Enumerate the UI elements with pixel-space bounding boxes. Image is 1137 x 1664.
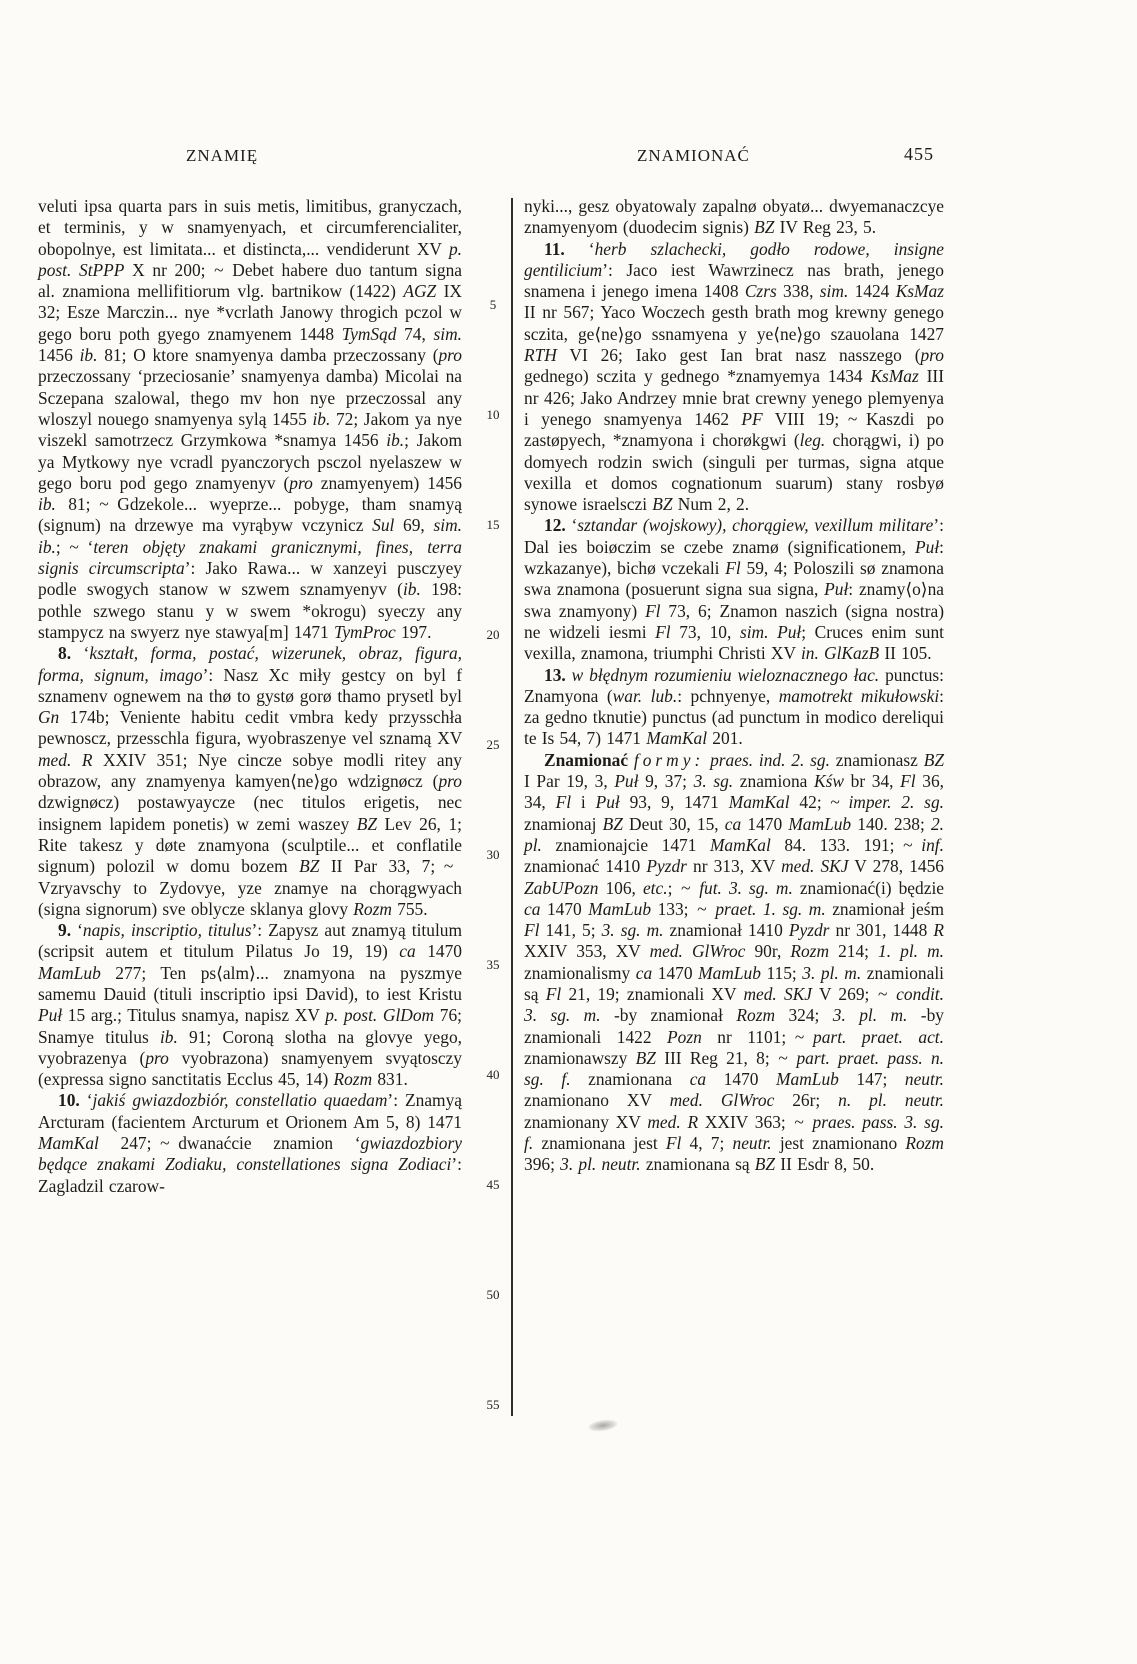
text-run: 174b; Veniente habitu cedit vmbra kedy przysschła pewnoscz, przesschla figura, wyobraszenye vel sznamą XV <box>38 707 462 749</box>
text-run: znamionaj <box>524 813 603 834</box>
gutter-line-number: 55 <box>486 1397 500 1412</box>
text-run: znamionano XV <box>524 1090 670 1111</box>
text-run: AGZ <box>403 281 437 302</box>
text-run: RTH <box>524 345 557 366</box>
text-run: ‘ <box>565 515 578 536</box>
text-run: in. GlKazB <box>800 643 880 664</box>
text-run: neutr. <box>904 1069 945 1090</box>
text-run: Fl <box>665 1133 682 1154</box>
text-run: 396; <box>524 1154 561 1175</box>
text-run: 12. <box>544 515 566 536</box>
column-right <box>524 196 944 1176</box>
text-run: 73, 10, <box>670 621 740 642</box>
text-run: Rozm <box>790 941 830 962</box>
text-run: sim. Puł <box>739 621 802 642</box>
text-run: 15 arg.; Titulus snamya, napisz XV <box>62 1005 326 1026</box>
text-run: MamLub <box>698 962 761 983</box>
text-run: MamLub <box>776 1069 839 1090</box>
text-run: ib. <box>79 345 98 366</box>
paragraph <box>38 643 462 920</box>
text-run: -by znamionał <box>600 1005 737 1026</box>
text-run: 3. pl. m. <box>802 962 862 983</box>
text-run: 93, 9, 1471 <box>619 792 729 813</box>
text-run: TymSąd <box>341 323 397 344</box>
text-run: znamionać(i) będzie <box>792 877 944 898</box>
text-run: BZ <box>923 749 944 770</box>
text-run: KsMaz <box>895 281 945 302</box>
text-run: znamionał 1410 <box>663 920 789 941</box>
text-run: ‘ <box>79 1090 93 1111</box>
text-run: 72; Jakom ya nye viszekl samotrzecz Grzymkowa *snamya 1456 <box>38 408 462 451</box>
text-run: ib. <box>159 1026 178 1047</box>
text-run: praes. pass. 3. sg. f. <box>524 1111 944 1154</box>
text-run: 2. pl. <box>524 813 944 855</box>
gutter-line-number: 35 <box>486 957 500 972</box>
text-run: II 105. <box>879 643 932 664</box>
gutter-line-number: 5 <box>489 297 497 312</box>
text-run: 73, 6; Znamon naszich (signa nostra) ne widzeli iesmi <box>524 600 945 642</box>
text-run: Znamionać <box>544 749 634 770</box>
text-run: mamotrekt mikułowski <box>778 685 940 706</box>
text-run: Puł <box>38 1005 63 1026</box>
text-run: znamionalismy <box>524 962 636 983</box>
text-run: 13. <box>544 664 566 685</box>
page-number: 455 <box>904 144 934 164</box>
text-run: Czrs <box>744 281 777 302</box>
text-run: p. post. GlDom <box>325 1005 435 1026</box>
text-run: II nr 567; Yaco Woczech gesth brath mog krewny genego sczita, ge⟨ne⟩go ssnamyena y ye⟨ne⟩go szauolana 1427 <box>524 302 944 344</box>
text-run: przeczossany ‘przeciosanie’ snamyenya damba) Micolai na Sczepana szalowal, thego mv hon nye przeczossal any wloszyl nouego snamyenya sylą 1455 <box>38 366 462 429</box>
text-run: MamLub <box>588 898 652 919</box>
text-run: III Reg 21, 8; ~ <box>655 1047 797 1068</box>
text-run: 115; <box>760 962 803 983</box>
text-run: imper. 2. sg. <box>848 792 944 813</box>
text-run: neutr. <box>732 1133 772 1154</box>
text-run: Fl <box>900 771 916 792</box>
text-run: ; Jakom ya Mytkowy nye vcradl pyanczorych psczol nyelaszew w gego boru pod gego znamyenyv ( <box>38 430 462 493</box>
text-run: 1456 <box>38 345 80 366</box>
text-run: 214; <box>829 941 879 962</box>
column-divider <box>511 198 513 1416</box>
text-run: 1470 <box>652 962 699 983</box>
text-run: 8. <box>58 643 72 664</box>
scan-smudge <box>587 1418 618 1433</box>
text-run: Deut 30, 15, <box>622 813 725 834</box>
text-run: 201. <box>707 728 743 749</box>
text-run: Fl <box>545 983 562 1004</box>
text-run: IV Reg 23, 5. <box>774 217 877 238</box>
paragraph <box>38 920 462 1090</box>
text-run: pro <box>438 771 462 792</box>
text-run: VI 26; Iako gest Ian brat nasz nasszego ( <box>556 345 921 366</box>
text-run: III nr 426; Jako Andrzey mnie brat crewny yenego plemyenya i yenego snamyenya 1462 <box>524 366 944 429</box>
text-run: Sul <box>372 515 395 536</box>
paragraph <box>524 196 944 239</box>
text-run: ; Cruces enim sunt vexilla, znamona, triumphi Christi XV <box>524 621 944 664</box>
text-run: 3. sg. <box>693 771 734 792</box>
text-run: Rozm <box>736 1005 776 1026</box>
text-run: znamionasz <box>829 749 924 770</box>
text-run: Puł <box>824 579 849 600</box>
text-run: TymProc <box>333 621 396 642</box>
text-run: 74, <box>396 323 434 344</box>
text-run: 26r; <box>774 1090 839 1111</box>
gutter-line-number: 20 <box>486 627 500 642</box>
text-run: II Esdr 8, 50. <box>775 1154 875 1175</box>
text-run: ca <box>635 962 653 983</box>
text-run: Pozn <box>667 1026 702 1047</box>
text-run: ; ~ <box>667 877 700 898</box>
text-run: -by znamionali 1422 <box>524 1005 944 1047</box>
text-run: sim. <box>819 281 849 302</box>
text-run: Fl <box>645 600 661 621</box>
text-run: ib. <box>386 430 405 451</box>
text-run: VIII 19; ~ Kaszdi po zastøpyech, *znamyona i chorøkgwi ( <box>524 408 945 451</box>
text-run: ’: Zapysz aut znamyą titulum (scripsit autem et titulum Pilatus Jo 19, 19) <box>38 920 462 962</box>
text-run: 3. pl. neutr. <box>560 1154 641 1175</box>
text-run: punctus: Znamyona ( <box>524 664 945 706</box>
text-run: med. GlWroc <box>669 1090 775 1111</box>
text-run: BZ <box>356 813 377 834</box>
text-run: znamionany XV <box>524 1111 648 1132</box>
text-run: leg. <box>799 430 826 451</box>
text-run: MamKal <box>646 728 708 749</box>
text-run: znamionawszy <box>524 1047 636 1068</box>
text-run: 81; O ktore snamyenya damba przeczossany ( <box>97 345 439 366</box>
text-run: : wzkazanye), bichø vczekali <box>524 536 944 579</box>
text-run: herb szlachecki, godło rodowe, insigne gentilicium <box>524 238 944 280</box>
text-run: Pyzdr <box>646 856 687 877</box>
text-run: Rozm <box>333 1069 373 1090</box>
gutter-line-number: 15 <box>486 517 500 532</box>
text-run: Fl <box>524 920 540 941</box>
text-run: ca <box>524 898 541 919</box>
text-run: 91; Coroną slotha na glovye yego, vyobrazenya ( <box>38 1026 462 1068</box>
text-run: ’: Jako Rawa... w xanzeyi pusczyey podle swogych stanow w szwem sznamyenyv ( <box>38 558 462 600</box>
column-left <box>38 196 462 1197</box>
text-run: nr 301, 1448 <box>829 920 934 941</box>
text-run: med. GlWroc <box>649 941 746 962</box>
paragraph <box>524 239 944 516</box>
text-run: 84. 133. 191; ~ <box>770 834 922 855</box>
text-run: sim. <box>433 323 462 344</box>
text-run: BZ <box>652 494 673 515</box>
text-run: teren objęty znakami granicznymi, fines, terra signis circumscripta <box>38 536 462 579</box>
text-run: znamyenyem) 1456 <box>312 472 462 493</box>
text-run: ca <box>724 813 742 834</box>
text-run: XXIV 353, XV <box>524 941 650 962</box>
text-run: znamionał jeśm <box>825 898 945 919</box>
paragraph <box>38 1090 462 1196</box>
text-run: pro <box>145 1047 169 1068</box>
text-run: : za gedno tknutie) punctus (ad punctum in modico dereliqui te Is 54, 7) 1471 <box>524 685 944 749</box>
text-run: dzwignøcz) postawyaycze (nec titulos erigetis, nec insignem lapidem ponetis) w zemi waszey <box>38 792 462 834</box>
text-run: gwiazdozbiory będące znakami Zodiaku, constellationes signa Zodiaci <box>38 1133 462 1175</box>
text-run: 69, <box>394 515 434 536</box>
text-run: 36, 34, <box>524 771 945 813</box>
text-run: fut. 3. sg. m. <box>699 877 793 898</box>
text-run: II Par 33, 7; ~ Vzryavschy to Zydovye, yze znamye na chorągwyach (signa signorum) sve oblycze sklanya glovy <box>38 856 462 919</box>
paragraph <box>38 196 462 643</box>
text-run: X nr 200; ~ Debet habere duo tantum signa al. znamiona mellifitiorum vlg. bartnikow (1422) <box>38 259 463 302</box>
text-run: praet. 1. sg. m. <box>715 898 826 919</box>
text-run: 81; ~ Gdzekole... wyeprze... pobyge, tham snamyą (signum) na drzewye ma vyrąbyw vczynicz <box>38 494 462 536</box>
text-run: Rozm <box>353 898 392 919</box>
text-run: pro <box>289 472 313 493</box>
text-run: IX 32; Esze Marczin... nye *vcrlath Janowy throgich pczol w gego boru poth gyego znamyenem 1448 <box>38 281 462 344</box>
text-run: XXIV 351; Nye cincze sobye modli ritey any obrazow, any znamyenya kamyen⟨ne⟩go wdzignøcz ( <box>38 749 462 792</box>
text-run: pro <box>920 345 944 366</box>
text-run: MamKal <box>728 792 790 813</box>
text-run: vyobrazona) snamyenyem svyątosczy (expressa signo sanctitatis Ecclus 45, 14) <box>38 1047 462 1090</box>
text-run: Puł <box>595 792 620 813</box>
text-run: 59, 4; Poloszili sø znamona swa znamona (posuerunt signa sua signa, <box>524 558 944 600</box>
text-run: chorągwi, i) po domyech rodzin swich (singuli per turmas, signa atque vexilla et domos cognationum suarum) stany rosbyø synowe israelsczi <box>524 430 944 515</box>
text-run: war. lub. <box>612 685 678 706</box>
text-run: BZ <box>602 813 623 834</box>
text-run: jakiś gwiazdozbiór, constellatio quaedam <box>92 1090 388 1111</box>
text-run: 141, 5; <box>539 920 602 941</box>
text-run: pro <box>438 345 462 366</box>
text-run: ’: Zagladzil czarow- <box>38 1154 462 1196</box>
text-run: br 34, <box>844 771 901 792</box>
text-run: 4, 7; <box>681 1133 733 1154</box>
paragraph <box>524 750 944 1176</box>
gutter-line-number: 40 <box>486 1067 500 1082</box>
text-run: med. SKJ <box>781 856 849 877</box>
text-run: BZ <box>754 1154 776 1175</box>
text-run: med. SKJ <box>743 983 813 1004</box>
text-run: : znamy⟨o⟩na swa znamyony) <box>524 579 944 621</box>
text-run: PF <box>741 408 763 429</box>
text-run: 9, 37; <box>638 771 694 792</box>
text-run: 831. <box>372 1069 408 1090</box>
text-run: ‘ <box>71 920 83 941</box>
text-run: ’: Nasz Xc miły gestcy on byl f sznamenv ognewem na thø to gystø gorø thamo prysetl byl <box>38 664 463 706</box>
text-run: ’: Dal ies boiøczim se czebe znamø (significationem, <box>524 515 944 557</box>
text-run: MamKal <box>38 1133 99 1154</box>
text-run: V 269; ~ <box>812 983 897 1004</box>
text-run: Rozm <box>905 1133 944 1154</box>
text-run: BZ <box>754 217 775 238</box>
text-run: 9. <box>58 920 72 941</box>
paragraph <box>524 665 944 750</box>
text-run: gednego) sczita y gednego *znamyemya 1434 <box>524 366 871 387</box>
text-run: w błędnym rozumieniu wieloznacznego łac. <box>571 664 880 685</box>
text-run: p. post. StPPP <box>38 238 462 280</box>
gutter-line-number: 50 <box>486 1287 500 1302</box>
text-run: 338, <box>776 281 820 302</box>
text-run: BZ <box>299 856 320 877</box>
text-run: 1470 <box>415 941 462 962</box>
gutter-line-number: 10 <box>486 407 500 422</box>
text-run: ’: Jaco iest Wawrzinecz nas brath, jenego snamena i jenego imena 1408 <box>524 259 944 302</box>
text-run: part. praet. act. <box>813 1026 944 1047</box>
text-run: MamLub <box>38 962 101 983</box>
text-run: veluti ipsa quarta pars in suis metis, limitibus, granyczach, et terminis, y w snamyenyach, et circumferencialiter, obopolnye, est limitata... et distincta,... vendiderunt XV <box>38 196 462 259</box>
text-run: ca <box>399 941 416 962</box>
text-run: I Par 19, 3, <box>524 771 615 792</box>
text-run: 1424 <box>848 281 896 302</box>
text-run: ib. <box>38 494 56 515</box>
text-run: Num 2, 2. <box>672 494 750 515</box>
text-run: Gn <box>38 707 60 728</box>
text-run: ib. <box>402 579 421 600</box>
text-run: med. R <box>647 1111 699 1132</box>
text-run: 277; Ten ps⟨alm⟩... znamyona na pyszmye samemu Dauid (tituli inscriptio ipsi David), to iest Kristu <box>38 962 462 1004</box>
text-run: ib. <box>312 408 331 429</box>
text-run: sztandar (wojskowy), chorągiew, vexillum militare <box>577 515 934 536</box>
text-run: 197. <box>395 621 432 642</box>
text-run: nyki..., gesz obyatowaly zapalnø obyatø... dwyemanaczcye znamyenyom (duodecim signis) <box>524 196 944 238</box>
text-run: i <box>571 792 596 813</box>
text-run: znamionana jest <box>533 1133 666 1154</box>
gutter-line-number: 25 <box>486 737 500 752</box>
text-run: etc. <box>642 877 668 898</box>
text-run: ‘ <box>71 643 90 664</box>
text-run: znamionana są <box>640 1154 755 1175</box>
text-run: Puł <box>614 771 639 792</box>
text-run: MamLub <box>788 813 852 834</box>
text-run: 198: pothle szwego stanu y w swem *okrogu) syeczy any stampycz na swyerz nye stawya[m] 1471 <box>38 579 463 642</box>
text-run: 247; ~ dwanaćcie znamion ‘ <box>98 1133 361 1154</box>
text-run: 10. <box>58 1090 80 1111</box>
text-run: 90r, <box>745 941 791 962</box>
text-run: inf. <box>921 834 944 855</box>
text-run: part. praet. pass. n. sg. f. <box>524 1047 944 1090</box>
text-run: 1470 <box>706 1069 777 1090</box>
text-run: 1. pl. m. <box>878 941 944 962</box>
gutter-line-number: 30 <box>486 847 500 862</box>
text-run: ’: Znamyą Arcturam (facientem Arcturum et Orionem Am 5, 8) 1471 <box>38 1090 462 1132</box>
text-run: Pyzdr <box>788 920 830 941</box>
text-run: 11. <box>544 238 565 259</box>
text-run: nr 1101; ~ <box>701 1026 814 1047</box>
text-run: 133; ~ <box>651 898 716 919</box>
text-run: znamionajcie 1471 <box>541 834 710 855</box>
text-run: 755. <box>391 898 428 919</box>
text-run: V 278, 1456 <box>848 856 944 877</box>
text-run: KsMaz <box>870 366 919 387</box>
text-run: med. R <box>38 749 93 770</box>
text-run: Fl <box>725 558 741 579</box>
text-run: Puł <box>915 536 940 557</box>
paragraph <box>524 515 944 664</box>
text-run: ZabUPozn <box>524 877 599 898</box>
text-run: napis, inscriptio, titulus <box>82 920 252 941</box>
text-run: praes. ind. 2. sg. <box>710 749 830 770</box>
text-run: BZ <box>635 1047 656 1068</box>
text-run: znamionana <box>570 1069 690 1090</box>
text-run: znamionali są <box>524 962 944 1004</box>
text-run: 42; ~ <box>789 792 849 813</box>
text-run: ‘ <box>564 238 595 259</box>
text-run: R <box>933 920 944 941</box>
text-run: Fl <box>555 792 572 813</box>
text-run: Lev 26, 1; Rite takesz y døte znamyona (sculptile... et conflatile signum) polozil w domu bozem <box>38 813 462 877</box>
text-run: sim. ib. <box>38 515 462 557</box>
running-head-right: ZNAMIONAĆ <box>637 146 750 165</box>
text-run: Fl <box>655 621 671 642</box>
text-run: ; ~ ‘ <box>55 536 94 557</box>
text-run: ca <box>689 1069 707 1090</box>
text-run: MamKal <box>709 834 771 855</box>
text-run: 1470 <box>741 813 789 834</box>
text-run: XXIV 363; ~ <box>698 1111 813 1132</box>
text-run: znamiona <box>733 771 815 792</box>
gutter-line-number: 45 <box>486 1177 500 1192</box>
text-run: 3. pl. m. <box>832 1005 908 1026</box>
text-run: jest znamionano <box>771 1133 906 1154</box>
text-run: nr 313, XV <box>686 856 782 877</box>
text-run: formy: <box>633 749 705 770</box>
text-run: 106, <box>598 877 643 898</box>
text-run: n. pl. neutr. <box>838 1090 945 1111</box>
text-run: : pchnyenye, <box>677 685 779 706</box>
text-run: condit. 3. sg. m. <box>524 983 944 1026</box>
text-run: kształt, forma, postać, wizerunek, obraz, figura, forma, signum, imago <box>38 643 462 685</box>
text-run: 140. 238; <box>851 813 931 834</box>
text-run: Kśw <box>814 771 845 792</box>
text-run: 3. sg. m. <box>601 920 664 941</box>
text-run: 147; <box>838 1069 905 1090</box>
running-head-left: ZNAMIĘ <box>186 146 259 165</box>
text-run: 76; Snamye titulus <box>38 1005 462 1047</box>
text-run: 21, 19; znamionali XV <box>561 983 744 1004</box>
text-run: znamionać 1410 <box>524 856 647 877</box>
text-run: 1470 <box>540 898 589 919</box>
text-run: 324; <box>775 1005 833 1026</box>
